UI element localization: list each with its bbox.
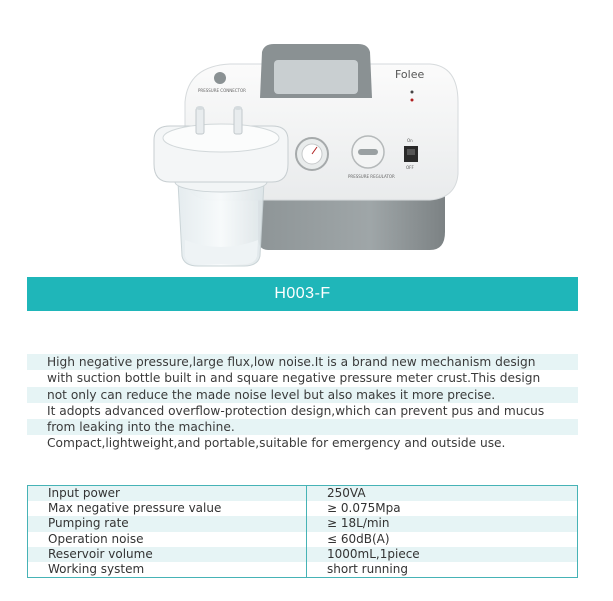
spec-row [28,486,578,502]
product-description [27,354,578,452]
switch-off-label: OFF [406,165,414,170]
spec-value: ≥ 18L/min [307,516,578,531]
gauge-label-text: PRESSURE CONNECTOR [198,88,246,93]
spec-row [28,562,578,578]
description-line: It adopts advanced overflow-protection design,which can prevent pus and mucus [47,403,545,418]
spec-row [28,547,578,562]
brand-logo: Folee [395,68,425,81]
brand-badge-icon [214,72,226,84]
model-name: H003-F [274,285,331,302]
description-line: not only can reduce the made noise level but also makes it more precise. [27,387,578,403]
spec-name: Input power [28,486,307,502]
spec-name: Working system [28,562,307,578]
spec-row [28,501,578,516]
model-banner [27,277,578,311]
spec-name: Pumping rate [28,516,307,531]
spec-value: short running [327,562,408,577]
switch-on-label: On [407,138,413,143]
product-photo [140,42,470,272]
spec-value: ≤ 60dB(A) [327,531,390,546]
spec-value: 250VA [307,486,578,502]
regulator-label-text: PRESSURE REGULATOR [348,174,395,179]
spec-value: 1000mL,1piece [307,547,578,562]
spec-name: Operation noise [28,532,307,547]
description-line: from leaking into the machine. [27,419,578,435]
spec-row [28,516,578,531]
spec-name: Max negative pressure value [28,501,307,516]
spec-row [28,532,578,547]
description-line: High negative pressure,large flux,low noise.It is a brand new mechanism design [27,354,578,370]
spec-value: ≥ 0.075Mpa [327,501,401,516]
spec-table [27,485,578,578]
description-line: Compact,lightweight,and portable,suitable for emergency and outside use. [47,436,506,451]
description-line: with suction bottle built in and square negative pressure meter crust.This design [47,371,541,386]
spec-name: Reservoir volume [28,547,307,562]
